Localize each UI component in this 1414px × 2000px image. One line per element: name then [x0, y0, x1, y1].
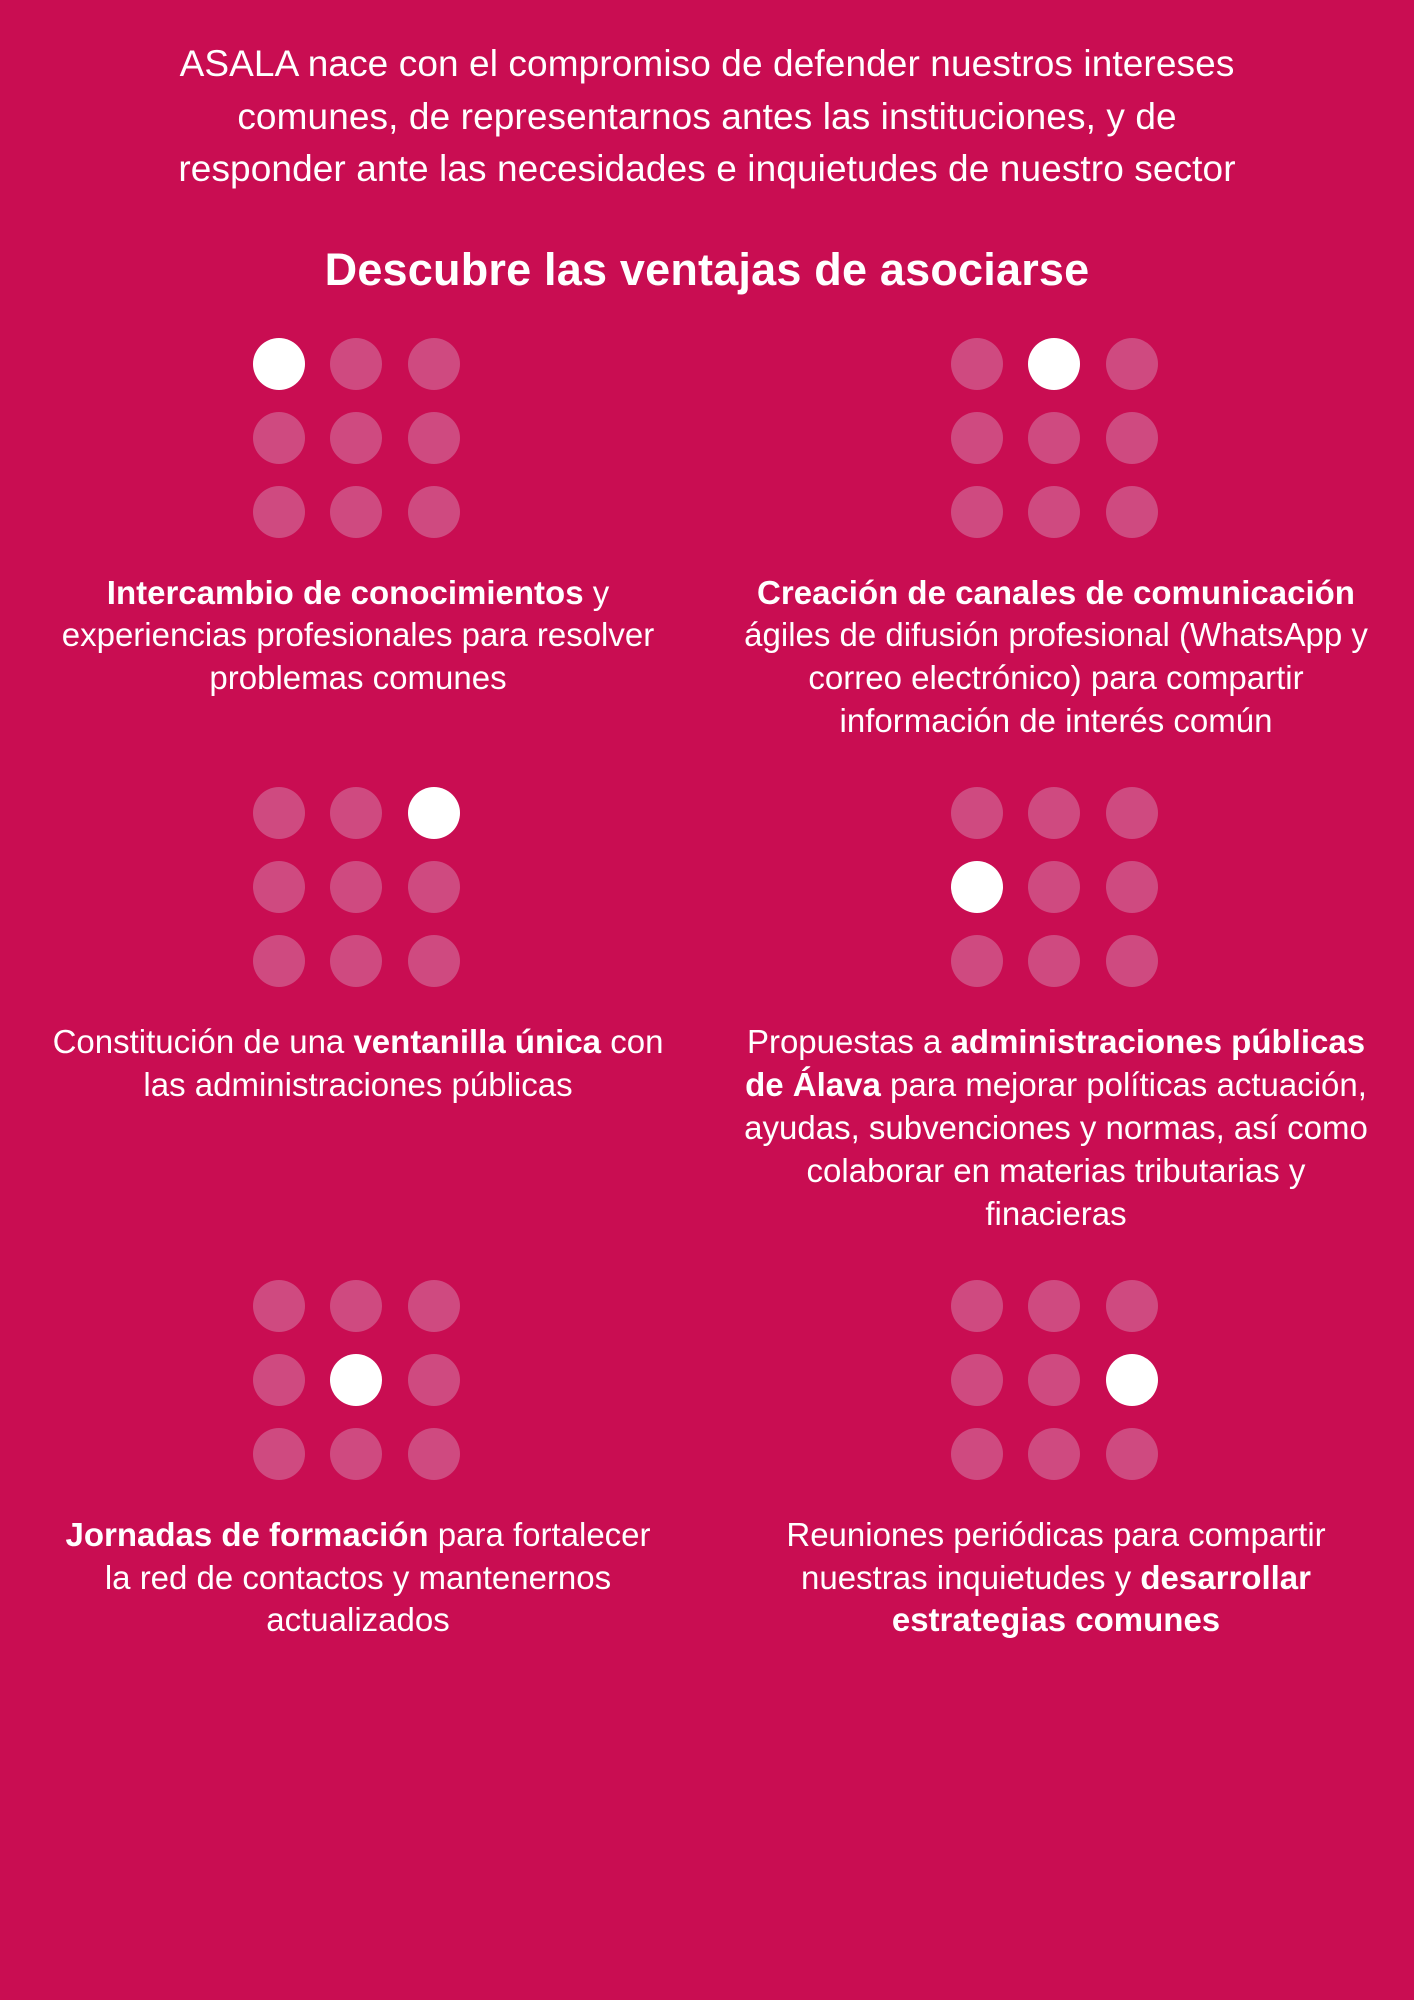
- dot: [330, 412, 382, 464]
- dot-active: [330, 1354, 382, 1406]
- dot: [1106, 1280, 1158, 1332]
- benefit-item: [712, 338, 1400, 744]
- dot: [330, 787, 382, 839]
- dot: [408, 412, 460, 464]
- dot: [330, 861, 382, 913]
- dot-active: [1028, 338, 1080, 390]
- dot: [1028, 1280, 1080, 1332]
- dot: [951, 1354, 1003, 1406]
- benefit-caption: Constitución de una ventanilla única con las administraciones públicas: [52, 1023, 664, 1104]
- dot-matrix-icon: [951, 338, 1161, 538]
- dot: [408, 1428, 460, 1480]
- dot: [1106, 787, 1158, 839]
- page-title: Descubre las ventajas de asociarse: [324, 243, 1090, 295]
- dot: [1106, 935, 1158, 987]
- benefit-caption: Intercambio de conocimientos y experiencias profesionales para resolver problemas comunes: [61, 573, 655, 697]
- dot: [951, 486, 1003, 538]
- dot: [951, 338, 1003, 390]
- dot: [1106, 412, 1158, 464]
- benefit-item: [14, 1280, 702, 1643]
- dot: [951, 412, 1003, 464]
- dot: [1106, 1428, 1158, 1480]
- dot-active: [1106, 1354, 1158, 1406]
- benefit-item: [14, 338, 702, 744]
- dot-matrix-icon: [253, 1280, 463, 1480]
- dot: [330, 338, 382, 390]
- dot: [1028, 787, 1080, 839]
- dot: [951, 1428, 1003, 1480]
- dot: [253, 935, 305, 987]
- dot: [253, 1354, 305, 1406]
- dot: [1106, 861, 1158, 913]
- dot-matrix-icon: [951, 787, 1161, 987]
- dot-active: [408, 787, 460, 839]
- dot-matrix-icon: [253, 787, 463, 987]
- dot: [408, 1280, 460, 1332]
- dot: [951, 787, 1003, 839]
- dot: [330, 935, 382, 987]
- dot: [253, 861, 305, 913]
- dot: [330, 486, 382, 538]
- benefit-caption: Creación de canales de comunicación ágiles de difusión profesional (WhatsApp y correo electrónico) para compartir información de interés común: [744, 573, 1368, 740]
- dot: [253, 412, 305, 464]
- dot: [951, 935, 1003, 987]
- dot: [253, 486, 305, 538]
- dot: [1028, 412, 1080, 464]
- benefit-item: [712, 1280, 1400, 1643]
- dot: [1106, 338, 1158, 390]
- dot: [408, 338, 460, 390]
- dot: [1028, 1428, 1080, 1480]
- dot-active: [951, 861, 1003, 913]
- benefit-item: [14, 787, 702, 1235]
- dot: [253, 1428, 305, 1480]
- benefits-grid: [0, 338, 1414, 1643]
- benefit-caption: Propuestas a administraciones públicas de Álava para mejorar políticas actuación, ayudas, subvenciones y normas, así como colaborar en materias tributarias y finacieras: [744, 1023, 1368, 1232]
- dot: [408, 486, 460, 538]
- dot: [1028, 486, 1080, 538]
- dot: [330, 1428, 382, 1480]
- intro-paragraph: ASALA nace con el compromiso de defender nuestros intereses comunes, de representarnos antes las instituciones, y de responder ante las necesidades e inquietudes de nuestro sector: [178, 43, 1236, 190]
- dot: [1028, 935, 1080, 987]
- dot-matrix-icon: [951, 1280, 1161, 1480]
- dot: [408, 1354, 460, 1406]
- dot: [253, 1280, 305, 1332]
- dot: [408, 935, 460, 987]
- dot-active: [253, 338, 305, 390]
- dot: [330, 1280, 382, 1332]
- dot: [1028, 861, 1080, 913]
- benefit-caption: Reuniones periódicas para compartir nuestras inquietudes y desarrollar estrategias comunes: [786, 1515, 1326, 1639]
- dot: [408, 861, 460, 913]
- dot: [1106, 486, 1158, 538]
- dot: [253, 787, 305, 839]
- benefit-item: [712, 787, 1400, 1235]
- benefit-caption: Jornadas de formación para fortalecer la red de contactos y mantenernos actualizados: [65, 1515, 651, 1639]
- dot: [951, 1280, 1003, 1332]
- dot: [1028, 1354, 1080, 1406]
- dot-matrix-icon: [253, 338, 463, 538]
